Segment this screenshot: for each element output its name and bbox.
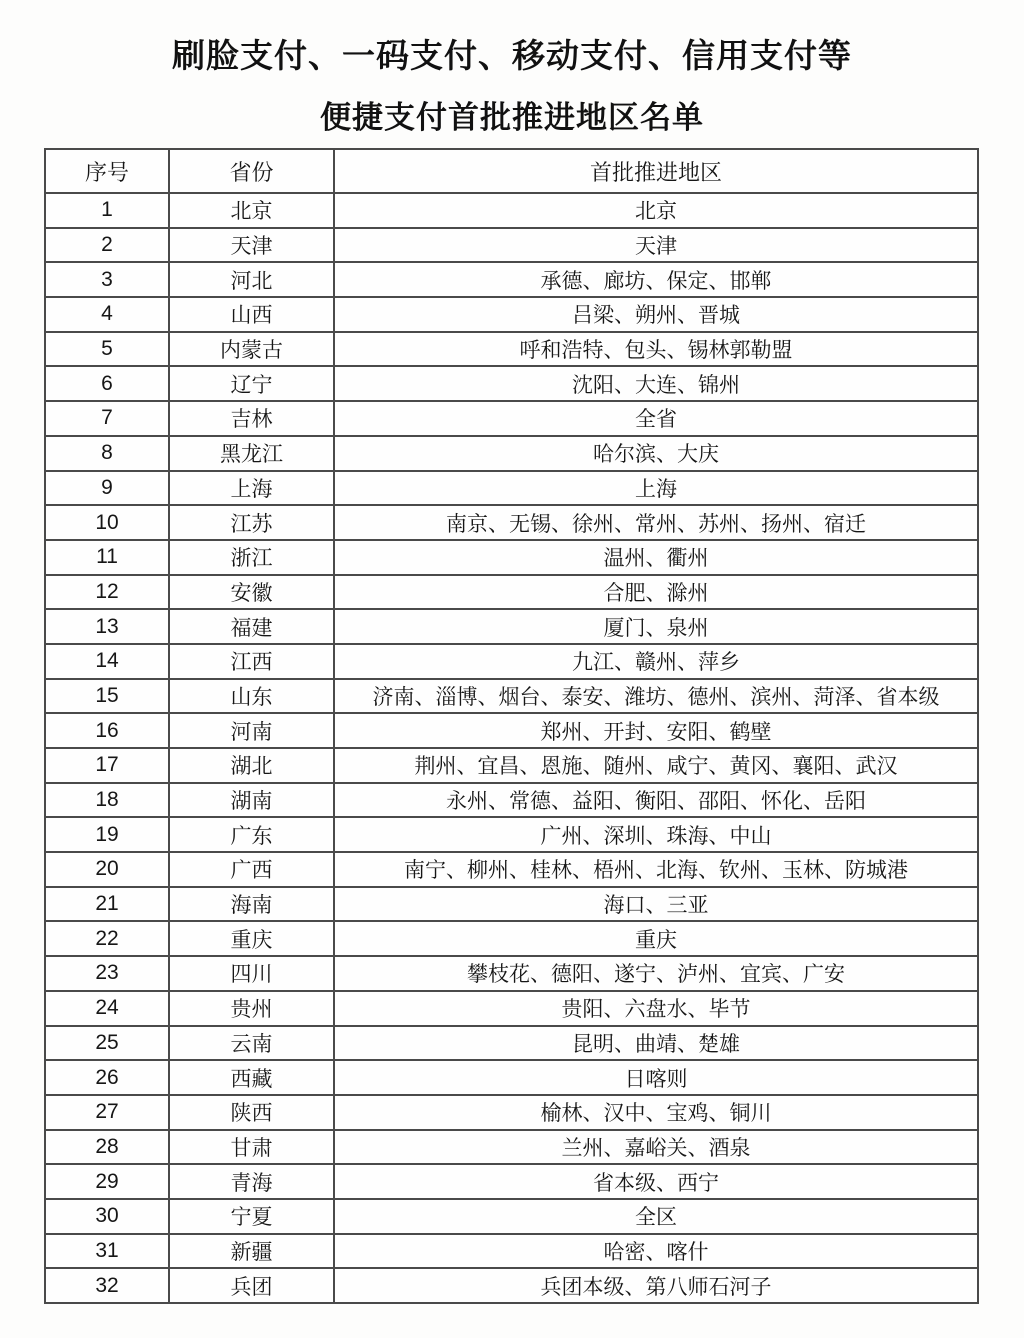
table-row bbox=[45, 713, 978, 748]
cell-province: 西藏 bbox=[169, 1060, 334, 1095]
document-title-line-1: 刷脸支付、一码支付、移动支付、信用支付等 bbox=[172, 39, 852, 75]
cell-province: 海南 bbox=[169, 887, 334, 922]
table-row bbox=[45, 471, 978, 506]
cell-province: 陕西 bbox=[169, 1095, 334, 1130]
header-province: 省份 bbox=[169, 149, 334, 193]
cell-serial-number: 30 bbox=[45, 1199, 169, 1234]
cell-province: 河南 bbox=[169, 713, 334, 748]
cell-province: 贵州 bbox=[169, 991, 334, 1026]
cell-serial-number: 6 bbox=[45, 366, 169, 401]
cell-regions: 哈尔滨、大庆 bbox=[334, 436, 978, 471]
cell-serial-number: 22 bbox=[45, 921, 169, 956]
table-row bbox=[45, 921, 978, 956]
table-row bbox=[45, 1060, 978, 1095]
table-row bbox=[45, 783, 978, 818]
cell-province: 宁夏 bbox=[169, 1199, 334, 1234]
cell-regions: 合肥、滁州 bbox=[334, 575, 978, 610]
cell-serial-number: 31 bbox=[45, 1234, 169, 1269]
cell-serial-number: 28 bbox=[45, 1130, 169, 1165]
table-row bbox=[45, 193, 978, 228]
cell-regions: 上海 bbox=[334, 471, 978, 506]
table-row bbox=[45, 436, 978, 471]
cell-province: 安徽 bbox=[169, 575, 334, 610]
table-row bbox=[45, 991, 978, 1026]
cell-province: 江西 bbox=[169, 644, 334, 679]
cell-serial-number: 19 bbox=[45, 817, 169, 852]
cell-serial-number: 24 bbox=[45, 991, 169, 1026]
cell-serial-number: 10 bbox=[45, 505, 169, 540]
cell-regions: 兵团本级、第八师石河子 bbox=[334, 1268, 978, 1303]
cell-province: 辽宁 bbox=[169, 366, 334, 401]
cell-regions: 全区 bbox=[334, 1199, 978, 1234]
table-row bbox=[45, 575, 978, 610]
cell-province: 内蒙古 bbox=[169, 332, 334, 367]
cell-regions: 南宁、柳州、桂林、梧州、北海、钦州、玉林、防城港 bbox=[334, 852, 978, 887]
cell-regions: 榆林、汉中、宝鸡、铜川 bbox=[334, 1095, 978, 1130]
cell-regions: 南京、无锡、徐州、常州、苏州、扬州、宿迁 bbox=[334, 505, 978, 540]
cell-regions: 温州、衢州 bbox=[334, 540, 978, 575]
table-row bbox=[45, 817, 978, 852]
cell-regions: 天津 bbox=[334, 228, 978, 263]
cell-province: 湖南 bbox=[169, 783, 334, 818]
cell-serial-number: 23 bbox=[45, 956, 169, 991]
cell-serial-number: 26 bbox=[45, 1060, 169, 1095]
table-body bbox=[45, 193, 978, 1303]
table-row bbox=[45, 644, 978, 679]
cell-regions: 省本级、西宁 bbox=[334, 1164, 978, 1199]
cell-serial-number: 2 bbox=[45, 228, 169, 263]
cell-serial-number: 25 bbox=[45, 1026, 169, 1061]
cell-regions: 攀枝花、德阳、遂宁、泸州、宜宾、广安 bbox=[334, 956, 978, 991]
cell-serial-number: 17 bbox=[45, 748, 169, 783]
cell-serial-number: 16 bbox=[45, 713, 169, 748]
cell-regions: 哈密、喀什 bbox=[334, 1234, 978, 1269]
cell-province: 上海 bbox=[169, 471, 334, 506]
table-row bbox=[45, 1199, 978, 1234]
cell-regions: 荆州、宜昌、恩施、随州、咸宁、黄冈、襄阳、武汉 bbox=[334, 748, 978, 783]
regions-table bbox=[44, 148, 979, 1304]
cell-serial-number: 18 bbox=[45, 783, 169, 818]
cell-regions: 昆明、曲靖、楚雄 bbox=[334, 1026, 978, 1061]
cell-province: 重庆 bbox=[169, 921, 334, 956]
cell-province: 广东 bbox=[169, 817, 334, 852]
cell-regions: 承德、廊坊、保定、邯郸 bbox=[334, 262, 978, 297]
cell-province: 浙江 bbox=[169, 540, 334, 575]
header-serial-number: 序号 bbox=[45, 149, 169, 193]
cell-regions: 全省 bbox=[334, 401, 978, 436]
cell-regions: 广州、深圳、珠海、中山 bbox=[334, 817, 978, 852]
cell-serial-number: 14 bbox=[45, 644, 169, 679]
cell-regions: 郑州、开封、安阳、鹤壁 bbox=[334, 713, 978, 748]
cell-province: 青海 bbox=[169, 1164, 334, 1199]
cell-serial-number: 21 bbox=[45, 887, 169, 922]
table-row bbox=[45, 297, 978, 332]
cell-regions: 日喀则 bbox=[334, 1060, 978, 1095]
table-row bbox=[45, 852, 978, 887]
cell-province: 湖北 bbox=[169, 748, 334, 783]
cell-regions: 兰州、嘉峪关、酒泉 bbox=[334, 1130, 978, 1165]
header-row bbox=[45, 149, 978, 193]
cell-regions: 海口、三亚 bbox=[334, 887, 978, 922]
cell-serial-number: 7 bbox=[45, 401, 169, 436]
cell-serial-number: 9 bbox=[45, 471, 169, 506]
cell-regions: 北京 bbox=[334, 193, 978, 228]
table-row bbox=[45, 1234, 978, 1269]
cell-province: 甘肃 bbox=[169, 1130, 334, 1165]
cell-regions: 永州、常德、益阳、衡阳、邵阳、怀化、岳阳 bbox=[334, 783, 978, 818]
document-title-line-2: 便捷支付首批推进地区名单 bbox=[320, 100, 704, 135]
cell-serial-number: 3 bbox=[45, 262, 169, 297]
cell-province: 新疆 bbox=[169, 1234, 334, 1269]
cell-province: 山西 bbox=[169, 297, 334, 332]
cell-regions: 九江、赣州、萍乡 bbox=[334, 644, 978, 679]
cell-serial-number: 15 bbox=[45, 679, 169, 714]
cell-regions: 吕梁、朔州、晋城 bbox=[334, 297, 978, 332]
cell-serial-number: 8 bbox=[45, 436, 169, 471]
cell-serial-number: 29 bbox=[45, 1164, 169, 1199]
cell-regions: 贵阳、六盘水、毕节 bbox=[334, 991, 978, 1026]
table-row bbox=[45, 609, 978, 644]
cell-province: 福建 bbox=[169, 609, 334, 644]
cell-province: 吉林 bbox=[169, 401, 334, 436]
cell-province: 四川 bbox=[169, 956, 334, 991]
cell-serial-number: 27 bbox=[45, 1095, 169, 1130]
cell-regions: 沈阳、大连、锦州 bbox=[334, 366, 978, 401]
table-row bbox=[45, 679, 978, 714]
table-row bbox=[45, 956, 978, 991]
cell-province: 河北 bbox=[169, 262, 334, 297]
table-header bbox=[45, 149, 978, 193]
cell-serial-number: 20 bbox=[45, 852, 169, 887]
table-row bbox=[45, 228, 978, 263]
cell-province: 山东 bbox=[169, 679, 334, 714]
table-row bbox=[45, 401, 978, 436]
cell-serial-number: 12 bbox=[45, 575, 169, 610]
cell-regions: 呼和浩特、包头、锡林郭勒盟 bbox=[334, 332, 978, 367]
cell-serial-number: 1 bbox=[45, 193, 169, 228]
cell-serial-number: 13 bbox=[45, 609, 169, 644]
cell-province: 黑龙江 bbox=[169, 436, 334, 471]
table-row bbox=[45, 540, 978, 575]
cell-serial-number: 5 bbox=[45, 332, 169, 367]
cell-province: 云南 bbox=[169, 1026, 334, 1061]
table-row bbox=[45, 1095, 978, 1130]
table-row bbox=[45, 1026, 978, 1061]
cell-province: 天津 bbox=[169, 228, 334, 263]
cell-province: 江苏 bbox=[169, 505, 334, 540]
table-row bbox=[45, 505, 978, 540]
table-row bbox=[45, 366, 978, 401]
table-row bbox=[45, 1130, 978, 1165]
cell-regions: 济南、淄博、烟台、泰安、潍坊、德州、滨州、菏泽、省本级 bbox=[334, 679, 978, 714]
header-first-batch-regions: 首批推进地区 bbox=[334, 149, 978, 193]
cell-serial-number: 11 bbox=[45, 540, 169, 575]
table-row bbox=[45, 748, 978, 783]
table-row bbox=[45, 332, 978, 367]
table-row bbox=[45, 1164, 978, 1199]
cell-regions: 重庆 bbox=[334, 921, 978, 956]
table-row bbox=[45, 1268, 978, 1303]
cell-province: 北京 bbox=[169, 193, 334, 228]
cell-serial-number: 32 bbox=[45, 1268, 169, 1303]
table-row bbox=[45, 887, 978, 922]
cell-regions: 厦门、泉州 bbox=[334, 609, 978, 644]
cell-province: 兵团 bbox=[169, 1268, 334, 1303]
cell-province: 广西 bbox=[169, 852, 334, 887]
cell-serial-number: 4 bbox=[45, 297, 169, 332]
table-row bbox=[45, 262, 978, 297]
